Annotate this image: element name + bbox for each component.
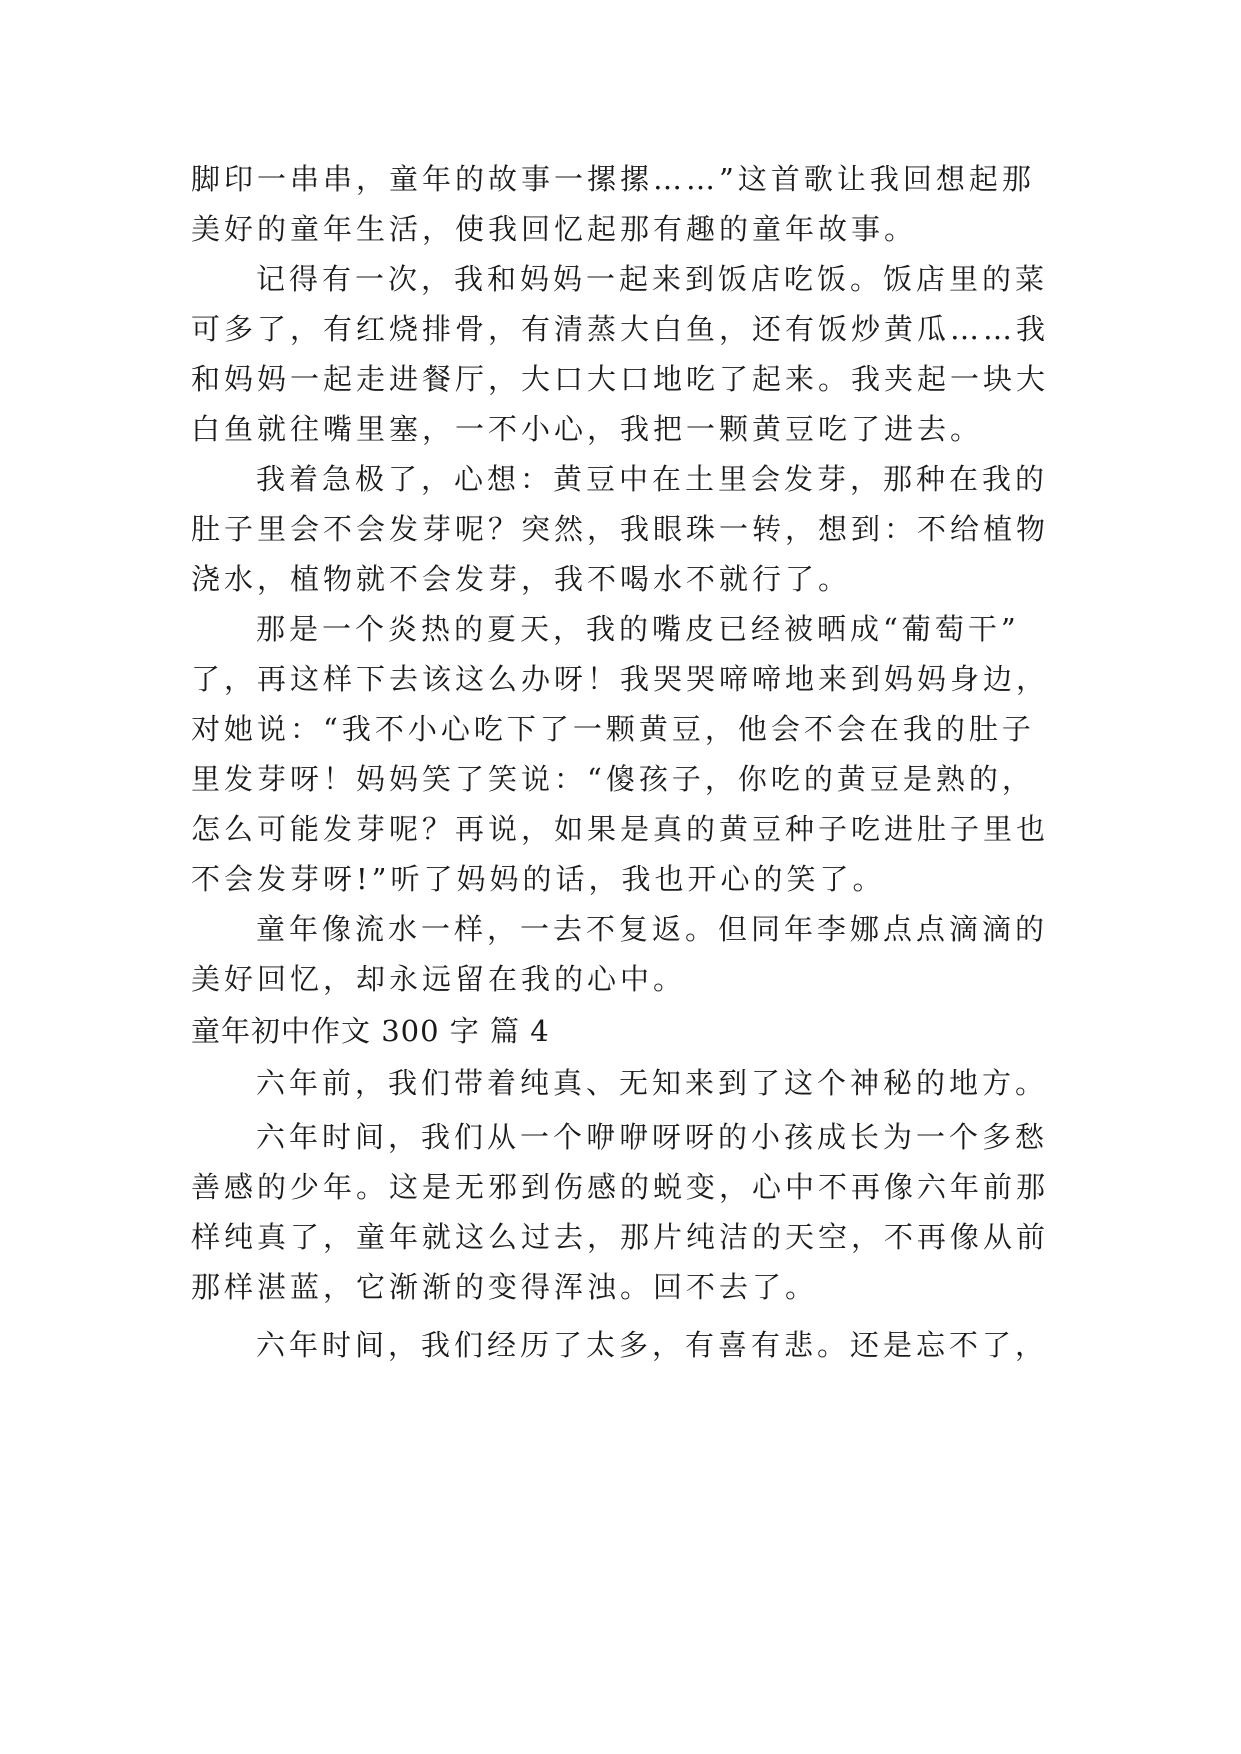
paragraph-start-line: 六年时间，我们从一个咿咿呀呀的小孩成长为一个多愁: [256, 1120, 1049, 1154]
text-line: 那样湛蓝，它渐渐的变得浑浊。回不去了。: [191, 1270, 819, 1304]
section-heading: 童年初中作文 300 字 篇 4: [191, 1014, 550, 1048]
paragraph-start-line: 六年前，我们带着纯真、无知来到了这个神秘的地方。: [256, 1066, 1049, 1100]
text-line: 肚子里会不会发芽呢？突然，我眼珠一转，想到：不给植物: [191, 512, 1050, 546]
text-line: 样纯真了，童年就这么过去，那片纯洁的天空，不再像从前: [191, 1220, 1050, 1254]
paragraph-start-line: 那是一个炎热的夏天，我的嘴皮已经被晒成“葡萄干”: [256, 612, 1020, 646]
text-line: 美好的童年生活，使我回忆起那有趣的童年故事。: [191, 212, 918, 246]
paragraph-start-line: 我着急极了，心想：黄豆中在土里会发芽，那种在我的: [256, 462, 1049, 496]
text-line: 白鱼就往嘴里塞，一不小心，我把一颗黄豆吃了进去。: [191, 412, 984, 446]
text-line: 善感的少年。这是无邪到伤感的蜕变，心中不再像六年前那: [191, 1170, 1050, 1204]
paragraph-start-line: 记得有一次，我和妈妈一起来到饭店吃饭。饭店里的菜: [256, 262, 1049, 296]
text-line: 不会发芽呀!”听了妈妈的话，我也开心的笑了。: [191, 862, 886, 896]
text-line: 里发芽呀！妈妈笑了笑说：“傻孩子，你吃的黄豆是熟的，: [191, 762, 1035, 796]
text-line: 美好回忆，却永远留在我的心中。: [191, 962, 687, 996]
paragraph-start-line: 六年时间，我们经历了太多，有喜有悲。还是忘不了，: [256, 1328, 1049, 1362]
text-line: 浇水，植物就不会发芽，我不喝水不就行了。: [191, 562, 852, 596]
text-line: 了，再这样下去该这么办呀！我哭哭啼啼地来到妈妈身边，: [191, 662, 1050, 696]
text-line: 脚印一串串，童年的故事一摞摞……”这首歌让我回想起那: [191, 162, 1035, 196]
paragraph-start-line: 童年像流水一样，一去不复返。但同年李娜点点滴滴的: [256, 912, 1049, 946]
text-line: 对她说：“我不小心吃下了一颗黄豆，他会不会在我的肚子: [191, 712, 1035, 746]
text-line: 可多了，有红烧排骨，有清蒸大白鱼，还有饭炒黄瓜……我: [191, 312, 1050, 346]
text-line: 和妈妈一起走进餐厅，大口大口地吃了起来。我夹起一块大: [191, 362, 1050, 396]
text-line: 怎么可能发芽呢？再说，如果是真的黄豆种子吃进肚子里也: [191, 812, 1050, 846]
